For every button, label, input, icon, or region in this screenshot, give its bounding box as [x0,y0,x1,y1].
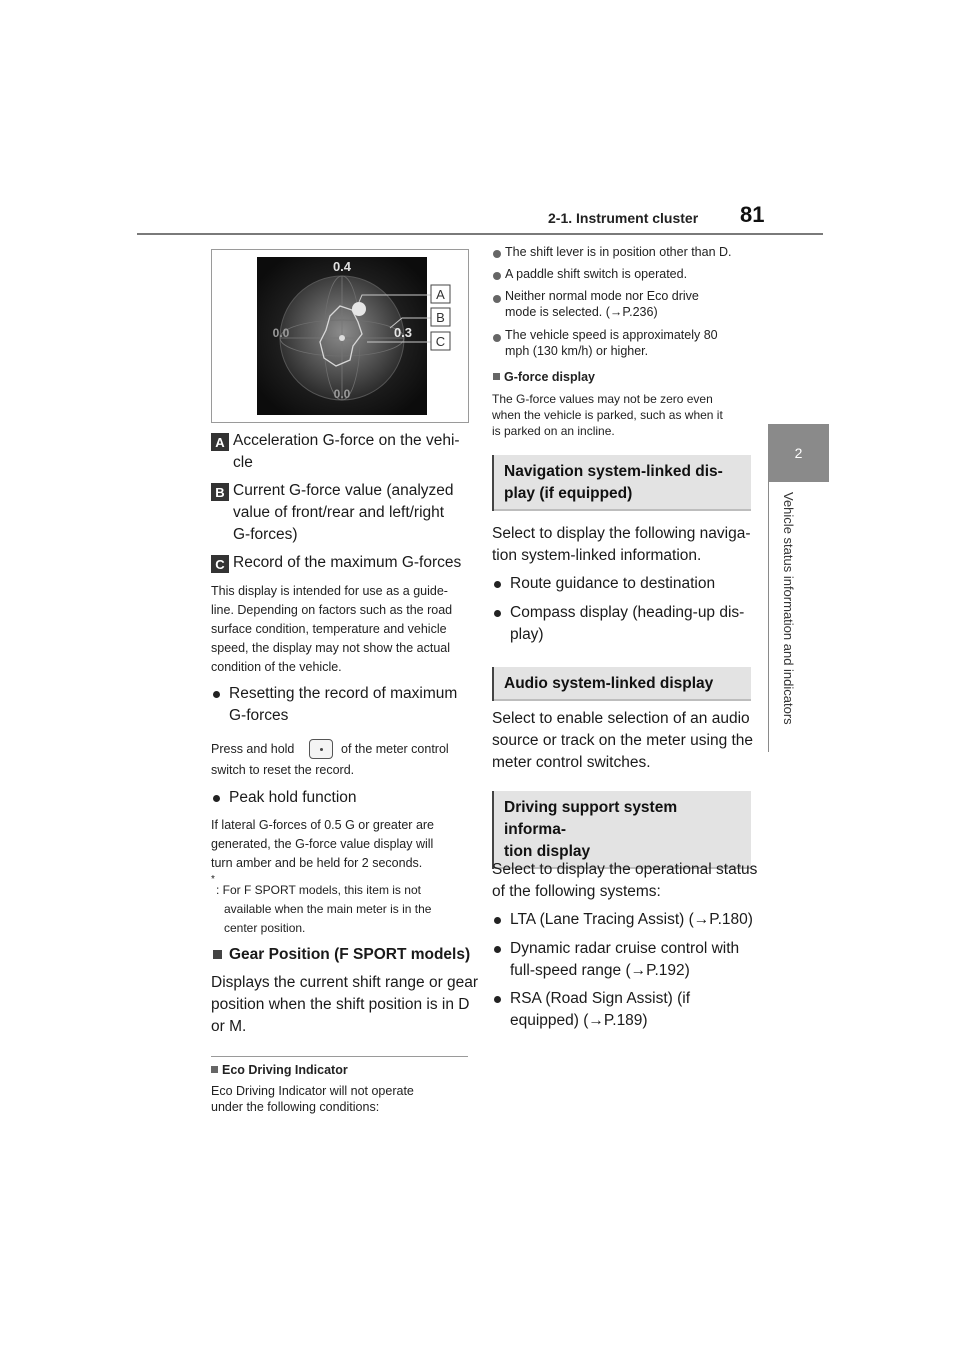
figure-left-value: 0.0 [272,326,290,340]
section-title: 2-1. Instrument cluster [548,210,699,226]
eco-text-line: under the following conditions: [211,1100,380,1114]
drive-heading-line1: Driving support system informa- [504,799,678,838]
audio-heading-box [492,667,751,701]
circle-bullet [493,272,501,280]
nav-text-line: Select to display the following naviga- [492,525,751,542]
guide-note-line: surface condition, temperature and vehicle [211,622,447,636]
footnote-mark: * [211,874,215,885]
legend-b-line3: G-forces) [233,526,298,543]
guide-note-line: condition of the vehicle. [211,660,342,674]
square-bullet [493,373,500,380]
nav-item: Route guidance to destination [510,575,716,592]
chapter-title [780,492,796,752]
drive-item [510,938,739,982]
peak-heading: Peak hold function [229,789,357,806]
bullet [494,917,501,924]
circle-bullet [493,250,501,258]
footnote-line: available when the main meter is in the [224,902,432,916]
drive-heading [494,791,751,869]
legend-b-line1: Current G-force value (analyzed [233,482,454,499]
peak-text-line: generated, the G-force value display will [211,837,434,851]
bullet [494,581,501,588]
chapter-title-text: Vehicle status information and indicators [781,492,796,725]
legend-a-line1: Acceleration G-force on the vehi- [233,432,460,449]
eco-heading: Eco Driving Indicator [222,1063,348,1077]
reset-heading [229,683,457,727]
bullet [213,795,220,802]
gforce-figure [211,249,469,423]
drive-item-line: equipped) (→P.189) [510,1012,648,1029]
callout-b: B [436,310,445,325]
nav-item-line: Compass display (heading-up dis- [510,604,745,621]
gforce-text-line: The G-force values may not be zero even [492,392,713,406]
audio-text-line: source or track on the meter using the [492,732,754,749]
bullet [494,996,501,1003]
gforce-text-line: is parked on an incline. [492,424,615,438]
circle-bullet [493,295,501,303]
guide-note-line: line. Depending on factors such as the road [211,603,453,617]
audio-heading: Audio system-linked display [504,675,714,692]
audio-text-line: meter control switches. [492,754,651,771]
gforce-text [492,391,723,439]
drive-item: LTA (Lane Tracing Assist) (→P.180) [510,911,753,928]
square-bullet [211,1066,218,1073]
drive-item-line: RSA (Road Sign Assist) (if [510,990,691,1007]
page-number: 81 [740,202,765,227]
nav-heading-box [492,455,751,511]
reset-text-post: of the meter control [341,742,449,756]
peak-text [211,816,434,873]
drive-text-line: of the following systems: [492,883,661,900]
legend-badge-b: B [211,483,229,501]
bullet [494,946,501,953]
legend-badge-a: A [211,433,229,451]
audio-text [492,708,753,774]
current-gforce-ball [352,302,366,316]
nav-item-line: play) [510,626,544,643]
figure-bottom-value: 0.0 [333,387,351,401]
drive-heading-box [492,791,751,869]
eco-text [211,1083,414,1115]
gear-text-line: Displays the current shift range or gear [211,974,479,991]
square-bullet [213,950,222,959]
eco-condition-line: Neither normal mode nor Eco drive [505,289,699,303]
nav-heading [494,455,751,511]
nav-text [492,523,750,567]
callout-a: A [436,287,445,302]
legend-a-line2: cle [233,454,253,471]
footnote [216,881,431,938]
bullet [213,691,220,698]
callout-c: C [435,334,446,349]
nav-heading-line2: play (if equipped) [504,485,633,502]
legend-a-text [233,430,460,474]
meter-control-switch-icon [309,739,333,759]
circle-bullet [493,334,501,342]
bullet [494,610,501,617]
nav-text-line: tion system-linked information. [492,547,702,564]
drive-item-line: Dynamic radar cruise control with [510,940,740,957]
gear-text-line: position when the shift position is in D [211,996,470,1013]
eco-condition-line: The vehicle speed is approximately 80 [505,328,718,342]
figure-top-value: 0.4 [332,259,352,274]
gforce-text-line: when the vehicle is parked, such as when it [492,408,723,422]
footnote-line: : For F SPORT models, this item is not [216,883,421,897]
chapter-tab[interactable]: 2 [768,424,829,482]
reset-heading-line1: Resetting the record of maximum [229,685,458,702]
gear-heading: Gear Position (F SPORT models) [229,946,471,963]
eco-condition [505,327,718,359]
eco-condition: The shift lever is in position other than D. [505,245,732,259]
footnote-line: center position. [224,921,306,935]
guide-note-line: speed, the display may not show the actual [211,641,451,655]
legend-badge-c: C [211,555,229,573]
legend-b-text [233,480,454,546]
eco-condition: A paddle shift switch is operated. [505,267,688,281]
guide-note-line: This display is intended for use as a guide- [211,584,448,598]
legend-c-text: Record of the maximum G-forces [233,554,462,571]
peak-text-line: If lateral G-forces of 0.5 G or greater are [211,818,435,832]
gear-text [211,972,478,1038]
header-rule [137,233,823,235]
gforce-display-illustration [212,250,468,422]
gforce-heading: G-force display [504,370,595,384]
figure-right-value: 0.3 [393,325,413,340]
eco-condition-line: mph (130 km/h) or higher. [505,344,649,358]
side-rule [768,482,769,752]
nav-item [510,602,744,646]
reset-heading-line2: G-forces [229,707,289,724]
guide-note [211,582,471,677]
audio-text-line: Select to enable selection of an audio [492,710,750,727]
reset-text-pre: Press and hold [211,742,295,756]
drive-item [510,988,690,1032]
legend-b-line2: value of front/rear and left/right [233,504,445,521]
eco-text-line: Eco Driving Indicator will not operate [211,1084,414,1098]
drive-text-line: Select to display the operational status [492,861,758,878]
eco-condition [505,288,699,320]
gear-text-line: or M. [211,1018,247,1035]
section-divider [211,1056,468,1057]
drive-item-line: full-speed range (→P.192) [510,962,690,979]
nav-heading-line1: Navigation system-linked dis- [504,463,723,480]
eco-condition-line: mode is selected. (→P.236) [505,305,658,319]
drive-heading-line2: tion display [504,843,591,860]
reset-text-2: switch to reset the record. [211,763,355,777]
drive-text [492,859,757,903]
peak-text-line: turn amber and be held for 2 seconds. [211,856,423,870]
